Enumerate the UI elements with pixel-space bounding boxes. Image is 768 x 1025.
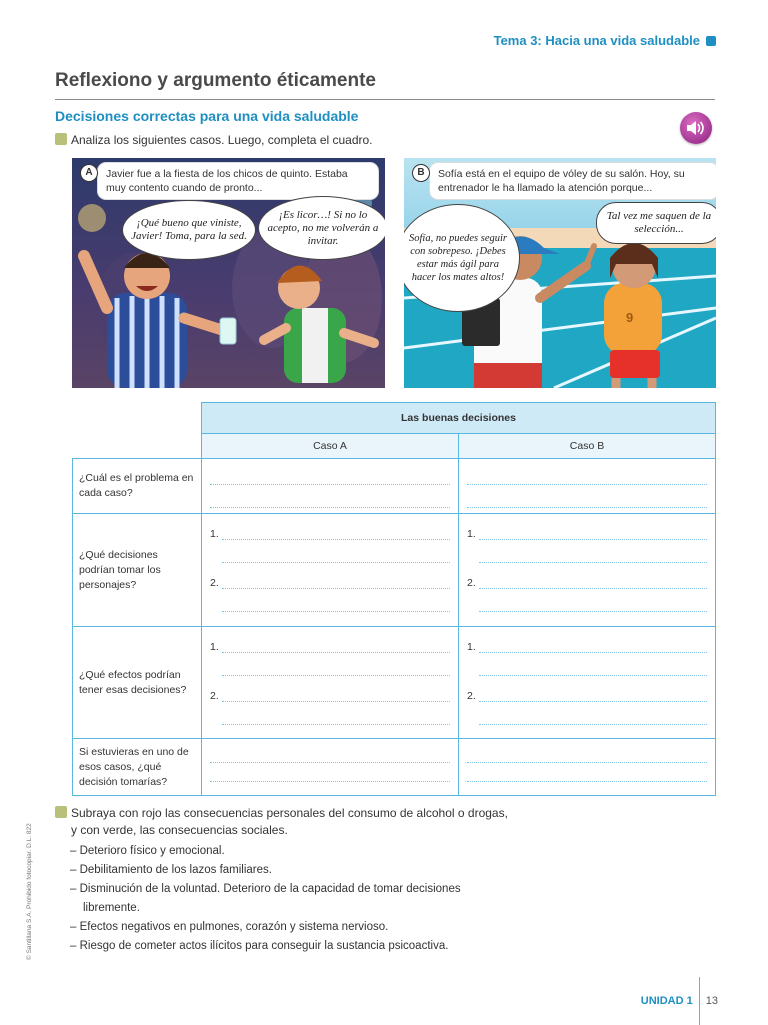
table-row	[73, 514, 716, 627]
answer-number: 2.	[467, 689, 476, 702]
panel-label-b: B	[412, 164, 430, 182]
panel-b-narration: Sofía está en el equipo de vóley de su salón. Hoy, su entrenador le ha llamado la atención porque...	[430, 163, 716, 199]
answer-cell-b[interactable]	[459, 514, 716, 627]
answer-cell-a[interactable]	[202, 627, 459, 739]
table-title: Las buenas decisiones	[202, 403, 716, 434]
list-item[interactable]	[70, 899, 461, 918]
col-header-caso-a: Caso A	[202, 434, 459, 459]
table-row	[73, 627, 716, 739]
list-item[interactable]: – Debilitamiento de los lazos familiares.	[70, 864, 272, 876]
answer-number: 2.	[467, 577, 476, 589]
panel-b-speech-bubble-right: Tal vez me saquen de la selección...	[596, 202, 716, 244]
panel-a-speech-bubble-right: ¡Es licor…! Si no lo acepto, no me volverán a invitar.	[258, 196, 385, 260]
comic-panel-b	[404, 158, 716, 388]
unit-label: UNIDAD 1	[640, 995, 693, 1007]
topic-title: Tema 3: Hacia una vida saludable	[493, 33, 700, 48]
answer-cell-a[interactable]	[202, 514, 459, 627]
answer-number: 2.	[210, 577, 219, 589]
row-question: ¿Qué efectos podrían tener esas decisiones?	[73, 627, 202, 739]
activity-2-line-2: y con verde, las consecuencias sociales.	[71, 823, 288, 837]
activity-1-instruction	[55, 133, 373, 147]
decisions-table	[72, 402, 716, 796]
table-corner-2	[73, 434, 202, 459]
list-item[interactable]: – Riesgo de cometer actos ilícitos para conseguir la sustancia psicoactiva.	[70, 940, 449, 952]
topic-square-icon	[706, 36, 716, 46]
answer-cell-a[interactable]	[202, 459, 459, 514]
answer-cell-b[interactable]	[459, 459, 716, 514]
panel-a-narration: Javier fue a la fiesta de los chicos de quinto. Estaba muy contento cuando de pronto...	[98, 163, 378, 199]
answer-number: 1.	[210, 640, 219, 653]
audio-play-button[interactable]	[680, 112, 712, 144]
section-title: Reflexiono y argumento éticamente	[55, 70, 376, 91]
comic-panel-a	[72, 158, 385, 388]
activity-2-line-1: Subraya con rojo las consecuencias personales del consumo de alcohol o drogas,	[71, 806, 508, 820]
row-question: ¿Cuál es el problema en cada caso?	[73, 459, 202, 514]
copyright-notice: © Santillana S.A. Prohibido fotocopiar. D.L. 822	[26, 823, 33, 960]
title-divider	[55, 99, 715, 100]
answer-cell-b[interactable]	[459, 739, 716, 796]
panel-b-speech-bubble-left: Sofía, no puedes seguir con sobrepeso. ¡Debes estar más ágil para hacer los mates altos!	[404, 204, 520, 312]
shirt-number: 9	[626, 310, 634, 325]
table-row	[73, 459, 716, 514]
activity-2-instruction	[55, 805, 508, 839]
activity-number-badge	[55, 133, 67, 145]
answer-number: 1.	[467, 640, 476, 653]
answer-number: 1.	[210, 528, 219, 540]
panel-label-a: A	[80, 164, 98, 182]
speaker-icon	[686, 119, 706, 137]
answer-cell-a[interactable]	[202, 739, 459, 796]
list-item[interactable]: – Efectos negativos en pulmones, corazón y sistema nervioso.	[70, 921, 389, 933]
table-row	[73, 739, 716, 796]
activity-1-text: Analiza los siguientes casos. Luego, completa el cuadro.	[71, 133, 373, 147]
answer-number: 1.	[467, 528, 476, 540]
table-corner	[73, 403, 202, 434]
list-item[interactable]: – Disminución de la voluntad. Deterioro de la capacidad de tomar decisiones	[70, 883, 461, 895]
footer-divider	[699, 977, 700, 1025]
activity-number-badge	[55, 806, 67, 818]
topic-header	[494, 33, 716, 48]
page-number: 13	[705, 995, 718, 1007]
answer-cell-b[interactable]	[459, 627, 716, 739]
panel-a-speech-bubble-left: ¡Qué bueno que viniste, Javier! Toma, para la sed.	[122, 200, 256, 260]
subtitle: Decisiones correctas para una vida saludable	[55, 108, 359, 124]
list-item-continuation: libremente.	[83, 902, 140, 914]
answer-number: 2.	[210, 689, 219, 702]
row-question: ¿Qué decisiones podrían tomar los personajes?	[73, 514, 202, 627]
list-item[interactable]: – Deterioro físico y emocional.	[70, 845, 225, 857]
consequences-list	[70, 842, 461, 956]
page-footer	[641, 977, 718, 1025]
row-question: Si estuvieras en uno de esos casos, ¿qué decisión tomarías?	[73, 739, 202, 796]
col-header-caso-b: Caso B	[459, 434, 716, 459]
